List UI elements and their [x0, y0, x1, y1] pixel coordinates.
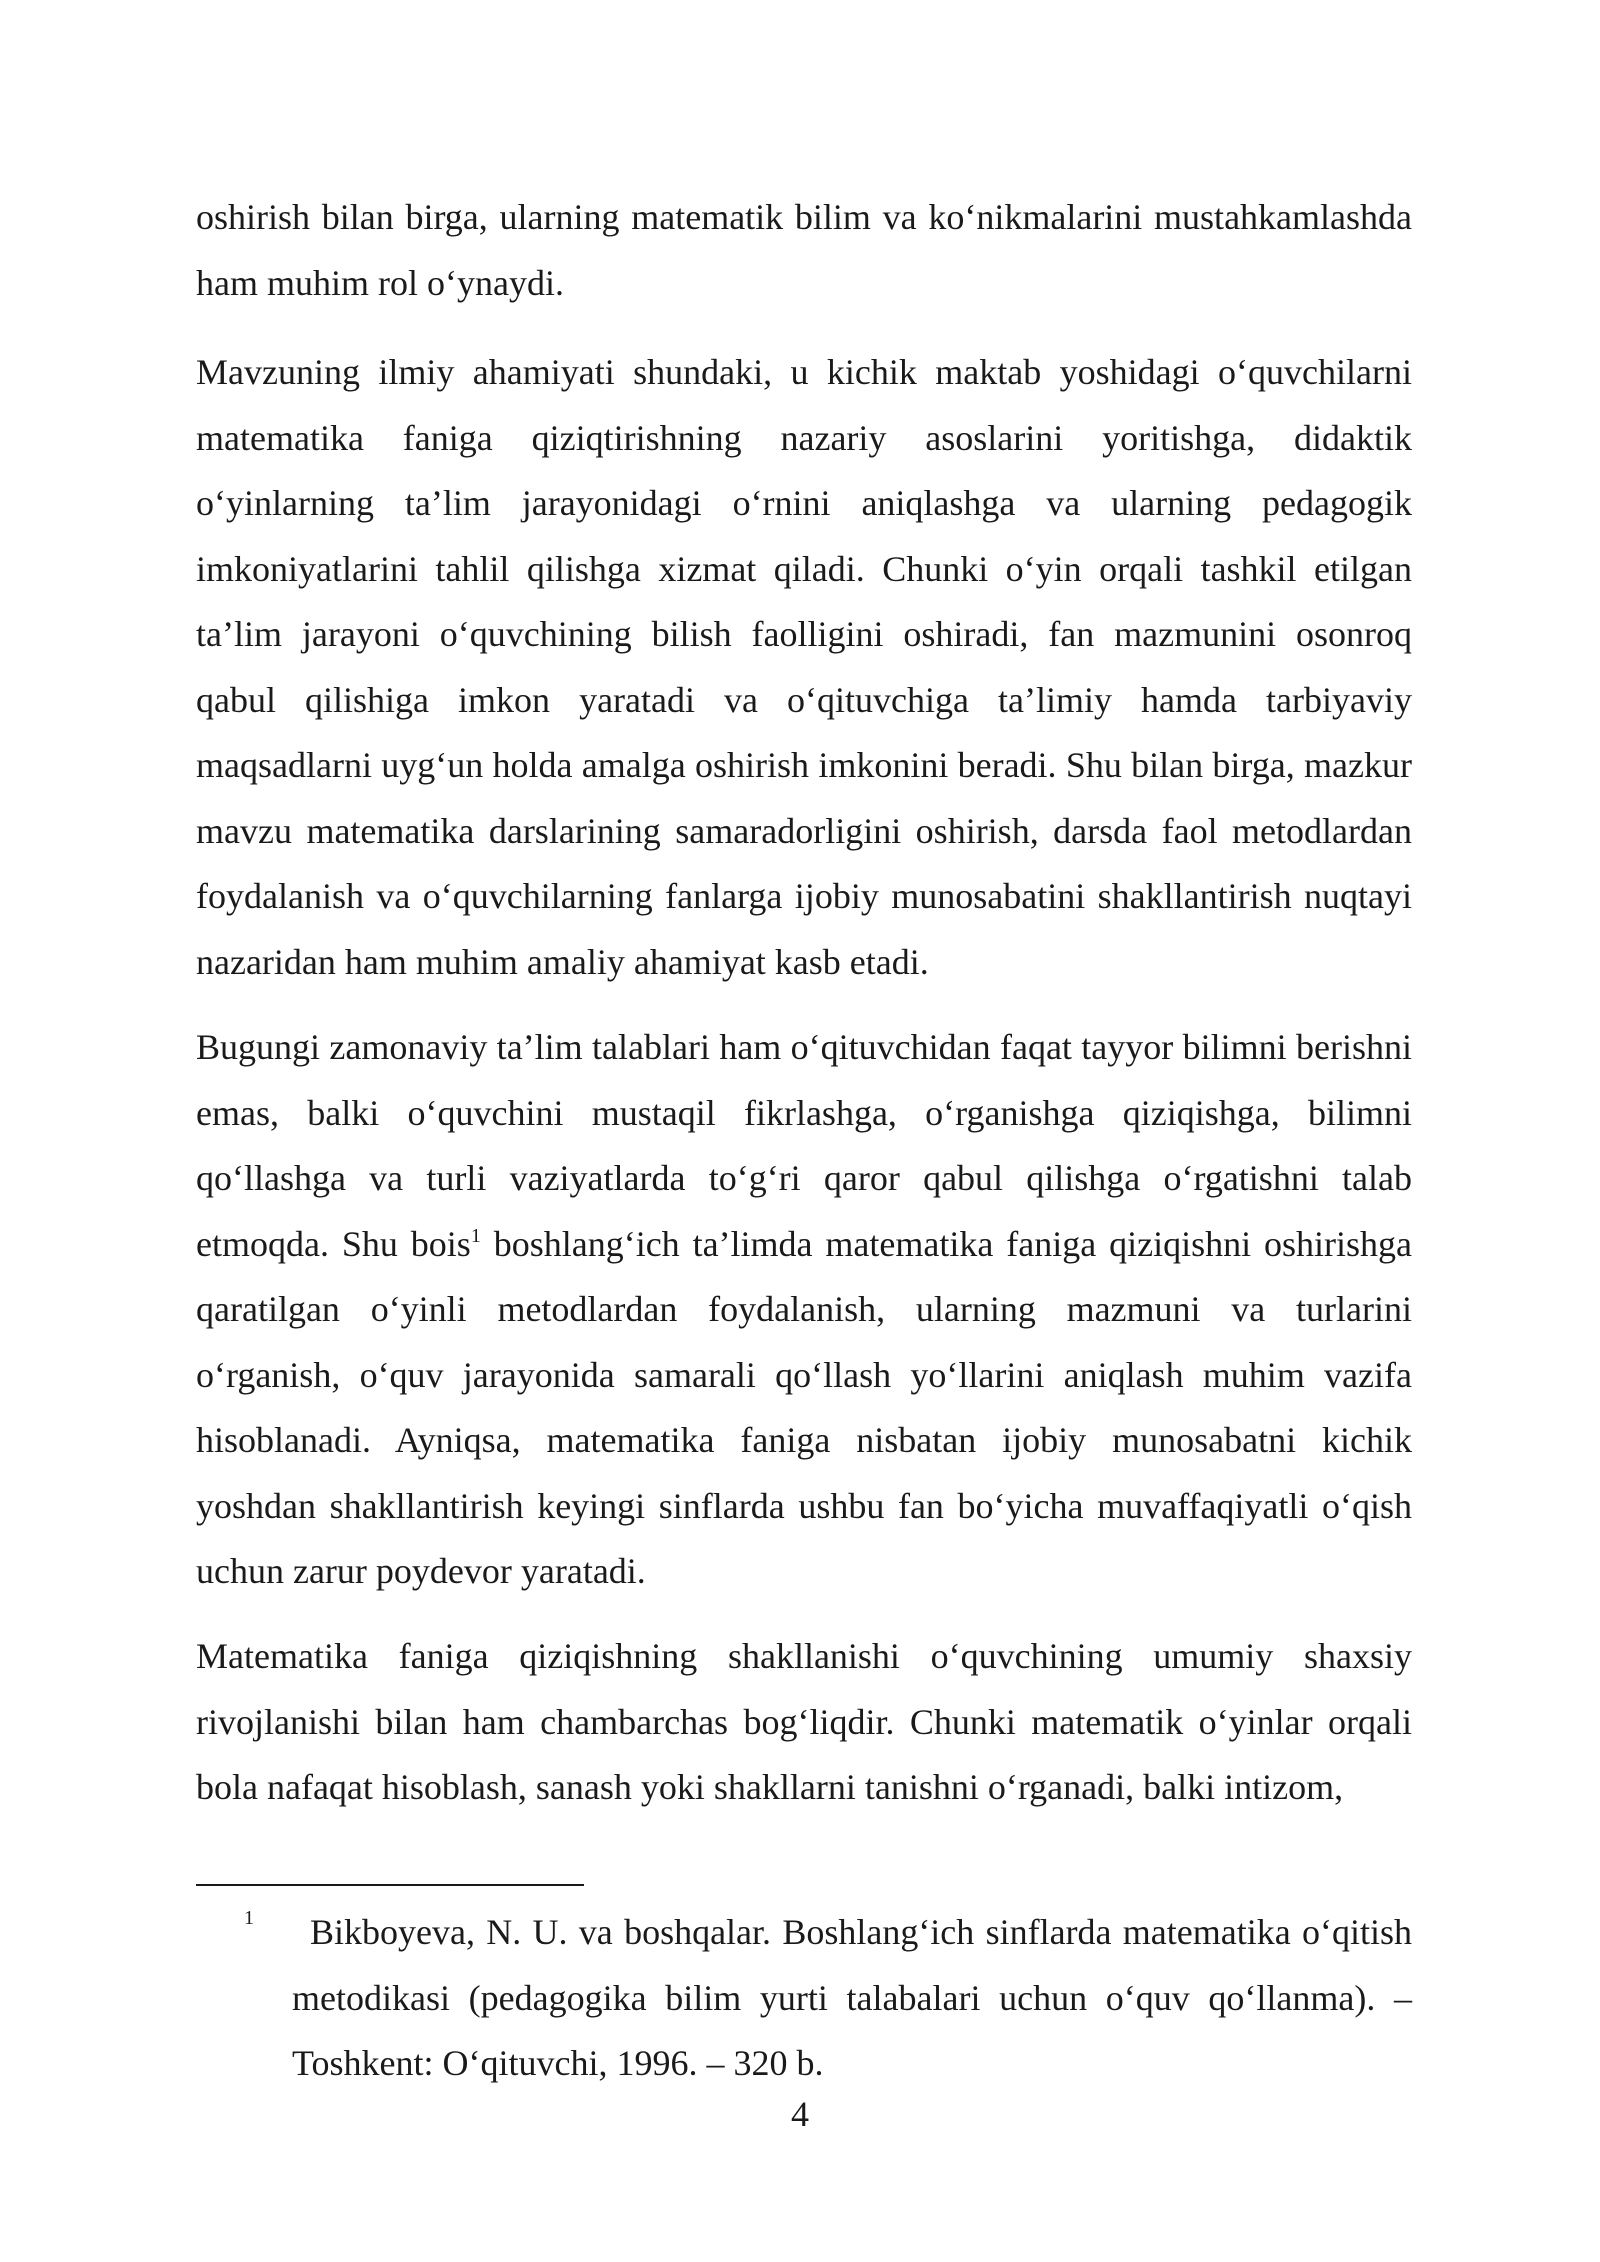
paragraph-4: Matematika faniga qiziqishning shakllanishi o‘quvchining umumiy shaxsiy rivojlanishi bilan ham chambarchas bog‘liqdir. Chunki matematik o‘yinlar orqali bola nafaqat hisoblash, sanash yoki shakllarni tanishni o‘rganadi, balki intizom,: [196, 1636, 1412, 1807]
paragraph-1: oshirish bilan birga, ularning matematik bilim va ko‘nikmalarini mustahkamlashda ham muhim rol o‘ynaydi.: [196, 197, 1412, 303]
paragraph-3-text-after-ref: boshlang‘ich ta’limda matematika faniga qiziqishni oshirishga qaratilgan o‘yinli metodlardan foydalanish, ularning mazmuni va turlarini o‘rganish, o‘quv jarayonida samarali qo‘llash yo‘llarini aniqlash muhim vazifa hisoblanadi. Ayniqsa, matematika faniga nisbatan ijobiy munosabatni kichik yoshdan shakllantirish keyingi sinflarda ushbu fan bo‘yicha muvaffaqiyatli o‘qish uchun zarur poydevor yaratadi.: [196, 1223, 1412, 1591]
footnote: [196, 1900, 1412, 2097]
paragraph-3-text-before-ref: Bugungi zamonaviy ta’lim talablari ham o‘qituvchidan faqat tayyor bilimni berishni emas, balki o‘quvchini mustaqil fikrlashga, o‘rganishga qiziqishga, bilimni qo‘llashga va turli vaziyatlarda to‘g‘ri qaror qabul qilishga o‘rgatishni talab etmoqda. Shu bois: [196, 1027, 1412, 1264]
footnote-text: Bikboyeva, N. U. va boshqalar. Boshlang‘ich sinflarda matematika o‘qitish metodikasi (pedagogika bilim yurti talabalari uchun o‘quv qo‘llanma). – Toshkent: O‘qituvchi, 1996. – 320 b.: [292, 1912, 1412, 2083]
footnote-separator: [196, 1884, 584, 1886]
footnote-number: 1: [244, 1907, 254, 1929]
footnote-reference[interactable]: 1: [470, 1224, 481, 1247]
paragraph-2: Mavzuning ilmiy ahamiyati shundaki, u kichik maktab yoshidagi o‘quvchilarni matematika faniga qiziqtirishning nazariy asoslarini yoritishga, didaktik o‘yinlarning ta’lim jarayonidagi o‘rnini aniqlashga va ularning pedagogik imkoniyatlarini tahlil qilishga xizmat qiladi. Chunki o‘yin orqali tashkil etilgan ta’lim jarayoni o‘quvchining bilish faolligini oshiradi, fan mazmunini osonroq qabul qilishiga imkon yaratadi va o‘qituvchiga ta’limiy hamda tarbiyaviy maqsadlarni uyg‘un holda amalga oshirish imkonini beradi. Shu bilan birga, mazkur mavzu matematika darslarining samaradorligini oshirish, darsda faol metodlardan foydalanish va o‘quvchilarning fanlarga ijobiy munosabatini shakllantirish nuqtayi nazaridan ham muhim amaliy ahamiyat kasb etadi.: [196, 352, 1412, 982]
page-number: 4: [791, 2094, 809, 2134]
paragraph-3: [196, 1015, 1412, 1605]
